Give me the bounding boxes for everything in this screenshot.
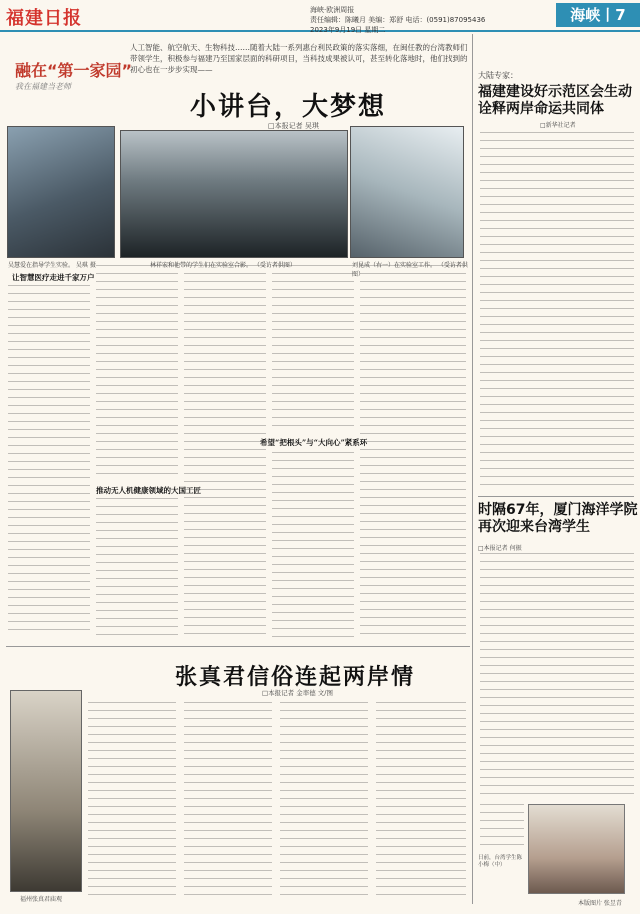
subhead-3: 希望“把根头”与“大向心”紧系环	[260, 438, 368, 447]
article-text-column	[96, 498, 178, 638]
article-text-column	[360, 265, 466, 637]
photo-caption-1: 吴慧爱在指导学生实验。 吴琪 摄	[8, 262, 96, 269]
subhead-2: 推动无人机健康领域的大国工匠	[96, 486, 201, 495]
page-title: 小讲台，大梦想	[190, 92, 387, 122]
article-text-column	[8, 285, 90, 635]
article-text-column	[376, 702, 466, 902]
right-headline-1: 福建建设好示范区会生动诠释两岸命运共同体	[478, 84, 632, 117]
right-byline-1: □新华社记者	[540, 122, 576, 129]
bottom-headline: 张真君信俗连起两岸情	[175, 665, 416, 690]
article-text-column	[96, 265, 178, 480]
main-byline: □本报记者 吴琪	[268, 122, 319, 130]
right-kicker: 大陆专家：	[478, 71, 518, 80]
photo-temple	[10, 690, 82, 892]
photo-caption-3: 刘昆成（右一）在实验室工作。 （受访者供图）	[352, 262, 468, 278]
article-text-column	[480, 804, 524, 852]
bottom-byline: □本报记者 金率德 文/图	[262, 689, 333, 697]
series-kicker-sub: 我在福建当老师	[15, 82, 71, 91]
article-text-column	[184, 265, 266, 637]
editor-line: 责任编辑：陈曦月 美编：郑舒 电话：(0591)87095436	[310, 16, 486, 24]
article-text-column	[272, 452, 354, 637]
issue-date: 2023年9月19日 星期二	[310, 26, 386, 34]
photo-lab-work	[350, 126, 464, 258]
story-intro: 人工智能、航空航天、生物科技……随着大陆一系列惠台利民政策的落实落细，在闽任教的台湾教师们带领学生，积极参与福建乃至国家层面的科研项目，当科技成果被认可，甚至转化落地时，他们找到的初心也在一步步实现——	[130, 43, 468, 74]
right-photo-caption: 日前，台湾学生陈小梅（中）	[478, 855, 523, 868]
series-kicker-main: 融在“第一家园”	[15, 61, 133, 80]
photo-student	[528, 804, 625, 894]
photo-teacher-lab	[7, 126, 115, 258]
article-text-column	[272, 265, 354, 430]
bottom-photo-caption: 福州张真君庙观	[20, 896, 63, 903]
article-text-column	[280, 702, 368, 902]
right-byline-2: □本报记者 何振	[478, 545, 522, 552]
section-divider	[6, 646, 470, 647]
article-text-column	[480, 132, 634, 492]
series-kicker	[15, 58, 135, 118]
photo-caption-2: 林祥宏和他带的学生们在实验室合影。 （受访者供图）	[150, 262, 296, 269]
article-text-column	[480, 553, 634, 798]
section-tab: 海峡丨7	[556, 3, 640, 27]
article-text-column	[88, 702, 176, 902]
edition-label: 海峡·欧洲周报	[310, 6, 355, 14]
photo-group	[120, 130, 348, 258]
header-meta	[310, 5, 550, 35]
column-divider	[472, 34, 473, 904]
right-headline-2: 时隔67年，厦门海洋学院再次迎来台湾学生	[478, 502, 638, 535]
article-text-column	[184, 702, 272, 902]
newspaper-logo: 福建日报	[6, 8, 82, 29]
photo-editor-credit: 本版图片 张昱青	[578, 900, 622, 907]
subhead-1: 让智慧医疗走进千家万户	[12, 273, 95, 282]
section-divider	[478, 496, 634, 497]
